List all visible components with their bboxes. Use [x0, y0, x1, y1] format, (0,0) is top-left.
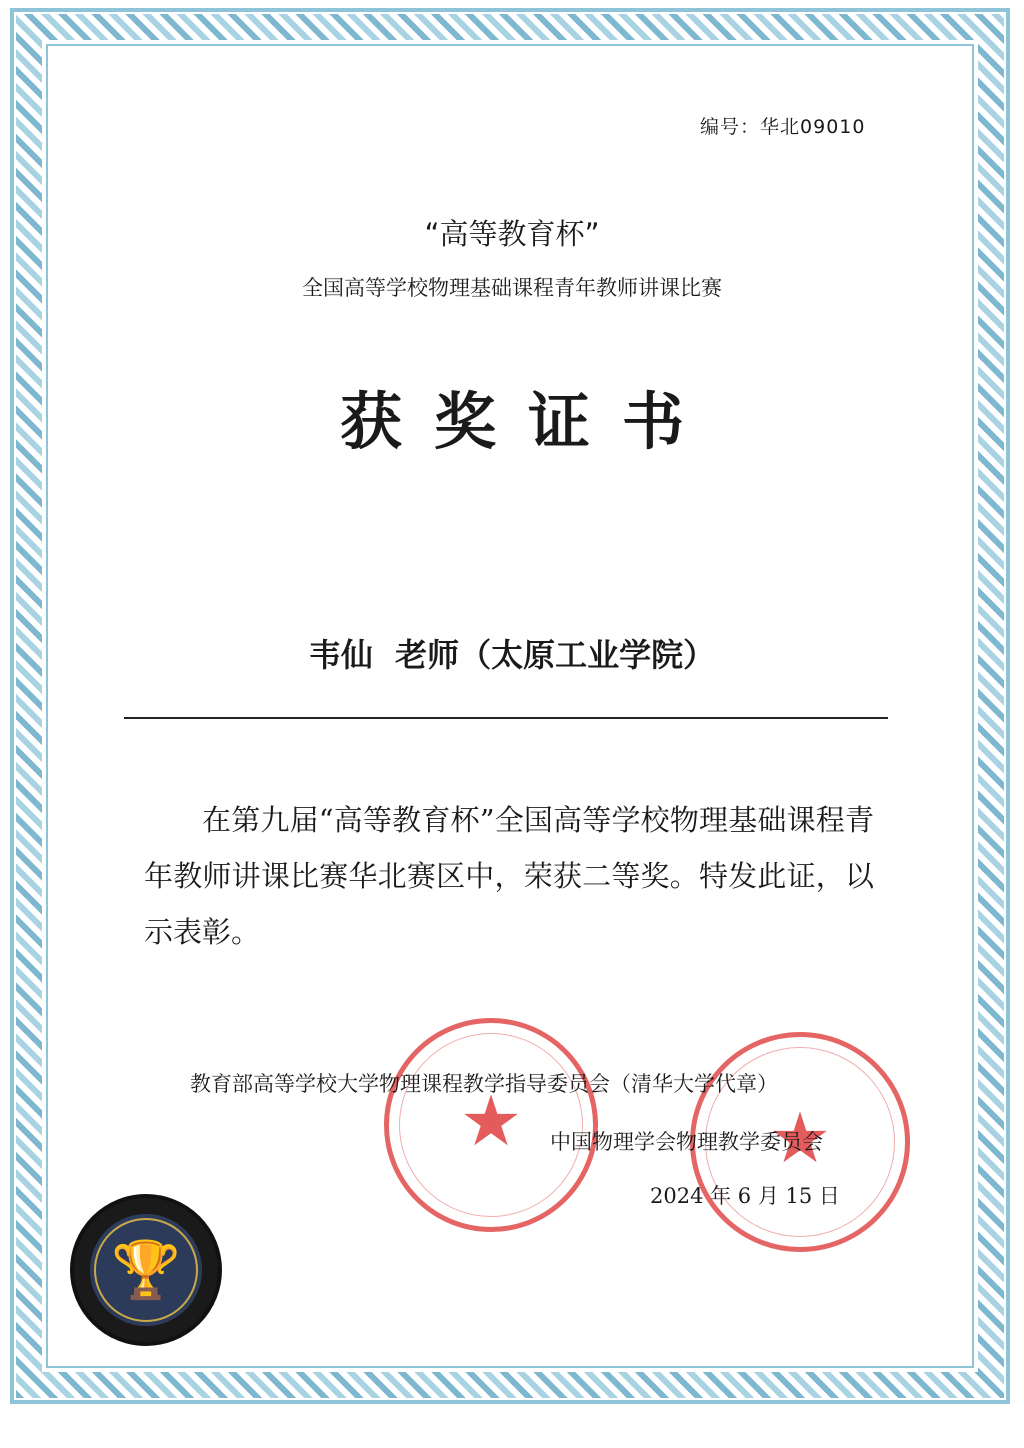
serial-number [700, 112, 865, 139]
issuer-line-1: 教育部高等学校大学物理课程教学指导委员会（清华大学代章） [190, 1072, 778, 1096]
issuer-line-2: 中国物理学会物理教学委员会 [550, 1130, 823, 1154]
star-icon: ★ [768, 1096, 832, 1179]
certificate-title: 获奖证书 [339, 385, 716, 458]
red-seal-left [384, 1018, 598, 1232]
cup-name: “高等教育杯” [424, 217, 600, 251]
recipient-name: 韦仙 [308, 636, 373, 674]
issue-date: 2024 年 6 月 15 日 [650, 1184, 840, 1208]
competition-name: 全国高等学校物理基础课程青年教师讲课比赛 [302, 276, 722, 300]
recipient-institution: （太原工业学院） [459, 636, 716, 674]
award-statement: 在第九届“高等教育杯”全国高等学校物理基础课程青年教师讲课比赛华北赛区中，荣获二等奖。特发此证，以示表彰。 [144, 803, 874, 949]
serial-value: 华北09010 [760, 116, 866, 138]
recipient [0, 630, 1024, 676]
serial-label: 编号： [700, 116, 761, 138]
recipient-title: 老师 [395, 636, 460, 674]
name-underline [124, 717, 888, 719]
competition-logo [70, 1194, 222, 1346]
trophy-icon: 🏆 [111, 1238, 181, 1303]
star-icon: ★ [459, 1079, 523, 1162]
